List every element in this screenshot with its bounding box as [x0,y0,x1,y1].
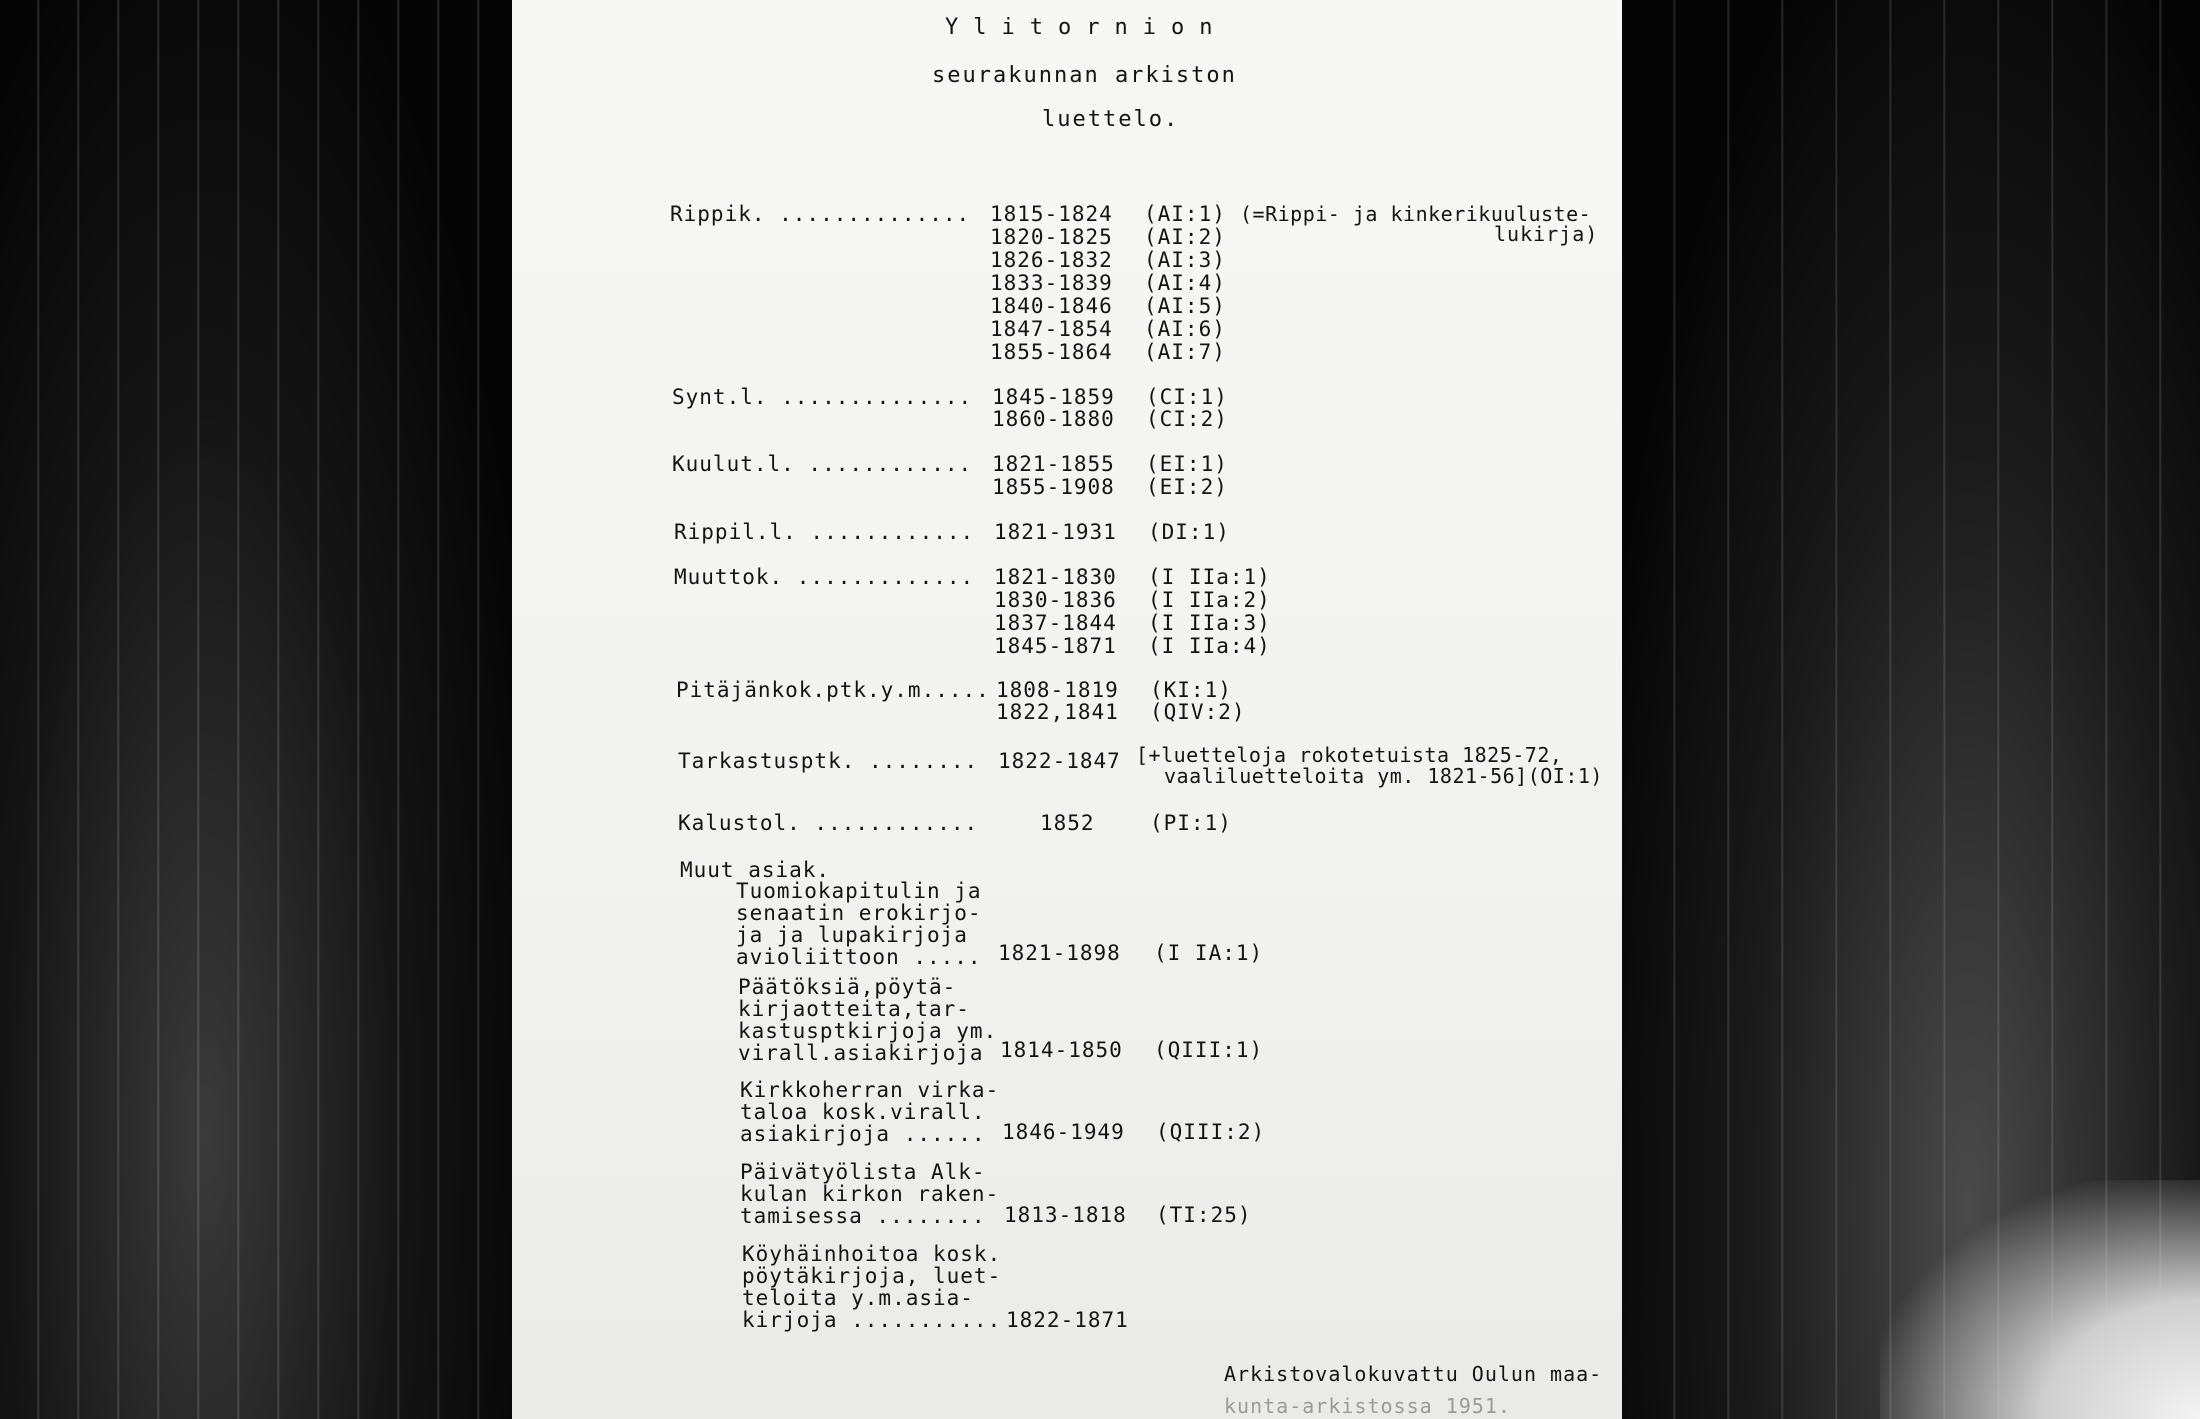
entry-code: (CI:1) [1146,385,1228,409]
entry-label: Synt.l. .............. [672,385,973,409]
entry-code: (EI:2) [1146,475,1228,499]
entry-note: vaaliluetteloita ym. 1821-56](OI:1) [1164,764,1603,788]
entry-code: (AI:6) [1144,317,1226,341]
entry-label: Muut asiak. [680,858,831,882]
item-text: Päätöksiä,pöytä- [738,975,957,999]
entry-years: 1822,1841 [996,700,1119,724]
item-text: kirjaotteita,tar- [738,997,970,1021]
item-text: senaatin erokirjo- [736,901,982,925]
item-years: 1821-1898 [998,941,1121,965]
entry-years: 1845-1871 [994,634,1117,658]
item-text: pöytäkirjoja, luet- [742,1264,1002,1288]
item-code: (I IA:1) [1154,941,1264,965]
entry-code: (I IIa:1) [1148,565,1271,589]
item-text: kulan kirkon raken- [740,1182,1000,1206]
entry-label: Rippik. .............. [670,202,971,226]
doc-subtitle-2: luettelo. [1042,107,1180,132]
entry-code: (AI:4) [1144,271,1226,295]
entry-years: 1847-1854 [990,317,1113,341]
film-margin-left [0,0,512,1419]
entry-label: Pitäjänkok.ptk.y.m..... [676,678,990,702]
entry-years: 1830-1836 [994,588,1117,612]
item-text: tamisessa ........ [740,1204,986,1228]
entry-years: 1860-1880 [992,407,1115,431]
light-leak [1880,1180,2200,1419]
item-text: avioliittoon ..... [736,945,982,969]
entry-label: Rippil.l. ............ [674,520,975,544]
entry-code: (AI:7) [1144,340,1226,364]
item-code: (QIII:1) [1154,1038,1264,1062]
footer-note: Arkistovalokuvattu Oulun maa- [1224,1362,1603,1386]
entry-years: 1826-1832 [990,248,1113,272]
item-code: (QIII:2) [1156,1120,1266,1144]
entry-note: (=Rippi- ja kinkerikuulustе- [1240,202,1592,226]
entry-years: 1845-1859 [992,385,1115,409]
item-text: asiakirjoja ...... [740,1122,986,1146]
entry-note: lukirja) [1494,222,1599,246]
entry-years: 1840-1846 [990,294,1113,318]
entry-years: 1821-1830 [994,565,1117,589]
item-text: ja ja lupakirjoja [736,923,968,947]
entry-code: (DI:1) [1148,520,1230,544]
entry-years: 1833-1839 [990,271,1113,295]
entry-code: (I IIa:4) [1148,634,1271,658]
entry-years: 1820-1825 [990,225,1113,249]
entry-code: (I IIa:2) [1148,588,1271,612]
entry-label: Kuulut.l. ............ [672,452,973,476]
item-text: Köyhäinhoitoa kosk. [742,1242,1002,1266]
entry-code: (QIV:2) [1150,700,1246,724]
entry-code: (AI:5) [1144,294,1226,318]
item-text: Kirkkoherran virka- [740,1078,1000,1102]
entry-code: (KI:1) [1150,678,1232,702]
entry-years: 1815-1824 [990,202,1113,226]
entry-label: Tarkastusptk. ........ [678,749,979,773]
item-text: kirjoja ........... [742,1308,1002,1332]
entry-code: (AI:3) [1144,248,1226,272]
doc-title: Ylitornion [945,15,1228,40]
document-page [512,0,1622,1419]
entry-code: (AI:1) [1144,202,1226,226]
entry-code: (PI:1) [1150,811,1232,835]
item-text: kastusptkirjoja ym. [738,1019,998,1043]
entry-years: 1822-1847 [998,749,1121,773]
footer-note: kunta-arkistossa 1951. [1224,1394,1511,1418]
entry-label: Kalustol. ............ [678,811,979,835]
entry-code: (CI:2) [1146,407,1228,431]
item-years: 1822-1871 [1006,1308,1129,1332]
entry-years: 1808-1819 [996,678,1119,702]
entry-years: 1821-1931 [994,520,1117,544]
entry-years: 1852 [1040,811,1095,835]
entry-code: (EI:1) [1146,452,1228,476]
item-years: 1814-1850 [1000,1038,1123,1062]
entry-years: 1855-1908 [992,475,1115,499]
entry-years: 1855-1864 [990,340,1113,364]
item-code: (TI:25) [1156,1203,1252,1227]
item-text: teloita y.m.asia- [742,1286,974,1310]
item-text: Päivätyölista Alk- [740,1160,986,1184]
item-text: virall.asiakirjoja [738,1041,984,1065]
entry-years: 1837-1844 [994,611,1117,635]
item-years: 1846-1949 [1002,1120,1125,1144]
entry-label: Muuttok. ............. [674,565,975,589]
entry-code: (I IIa:3) [1148,611,1271,635]
entry-years: 1821-1855 [992,452,1115,476]
item-text: Tuomiokapitulin ja [736,879,982,903]
entry-code: (AI:2) [1144,225,1226,249]
doc-subtitle: seurakunnan arkiston [932,63,1237,88]
item-text: taloa kosk.virall. [740,1100,986,1124]
entry-note: [+luetteloja rokotetuista 1825-72, [1136,743,1563,767]
item-years: 1813-1818 [1004,1203,1127,1227]
